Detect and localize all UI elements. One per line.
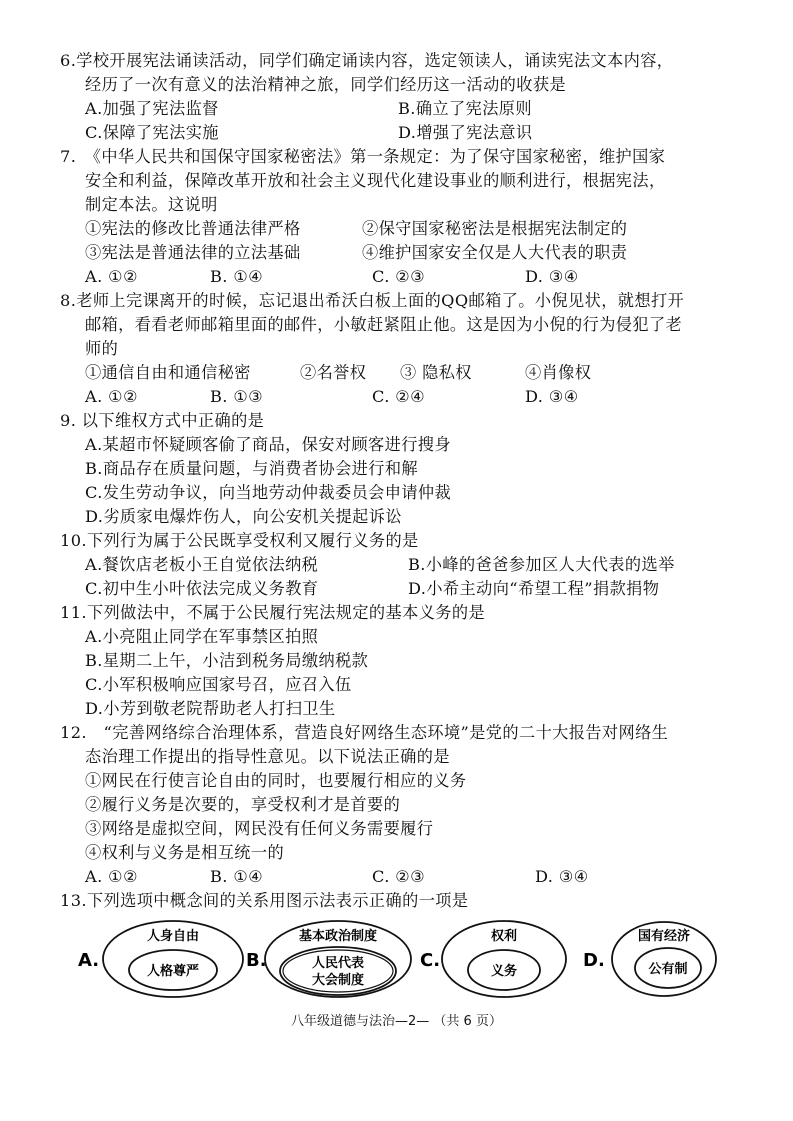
q8-stem-line2: 邮箱，看看老师邮箱里面的邮件，小敏赶紧阻止他。这是因为小倪的行为侵犯了老 [85,315,683,334]
q10-stem: 10.下列行为属于公民既享受权利又履行义务的是 [60,531,419,550]
q10-option-c: C.初中生小叶依法完成义务教育 [85,579,319,598]
q13-diagram-a-outer-label: 人身自由 [146,929,200,944]
q13-concept-diagrams [78,918,718,1000]
q13-diagram-c-inner-label: 义务 [490,964,518,979]
q7-statement-1: ①宪法的修改比普通法律严格 [85,219,301,238]
q13-diagram-a [78,921,243,997]
q6-option-c: C.保障了宪法实施 [85,123,219,142]
q7-stem-line3: 制定本法。这说明 [85,195,218,214]
q10-option-a: A.餐饮店老板小王自觉依法纳税 [85,555,319,574]
q9-option-a: A.某超市怀疑顾客偷了商品，保安对顾客进行搜身 [85,435,451,454]
q7-stem-line2: 安全和利益，保障改革开放和社会主义现代化建设事业的顺利进行，根据宪法， [85,171,666,190]
q11-option-b: B.星期二上午，小洁到税务局缴纳税款 [85,651,369,670]
q7-statement-2: ②保守国家秘密法是根据宪法制定的 [362,219,628,238]
q6-option-a: A.加强了宪法监督 [85,99,219,118]
q11-stem: 11.下列做法中，不属于公民履行宪法规定的基本义务的是 [60,603,486,622]
q13-diagram-c [420,921,566,997]
q7-option-d: D. ③④ [525,267,579,286]
q13-diagram-a-letter: A. [78,950,100,971]
q12-stem-line1: 12. “完善网络综合治理体系，营造良好网络生态环境”是党的二十大报告对网络生 [60,723,669,742]
q7-statement-4: ④维护国家安全仅是人大代表的职责 [362,243,628,262]
page-footer: 八年级道德与法治—2— （共 6 页） [291,1014,502,1029]
q6-option-b: B.确立了宪法原则 [398,99,532,118]
q6-stem-line2: 经历了一次有意义的法治精神之旅，同学们经历这一活动的收获是 [85,75,567,94]
q11-option-a: A.小亮阻止同学在军事禁区拍照 [85,627,319,646]
q13-diagram-b-letter: B. [246,950,267,971]
q13-diagram-c-outer-label: 权利 [490,929,518,944]
q8-stem-line1: 8.老师上完课离开的时候，忘记退出希沃白板上面的QQ邮箱了。小倪见状，就想打开 [60,291,685,310]
q6-stem-line1: 6.学校开展宪法诵读活动，同学们确定诵读内容，选定领读人，诵读宪法文本内容， [60,51,674,70]
q12-statement-1: ①网民在行使言论自由的同时，也要履行相应的义务 [85,771,467,790]
q9-option-c: C.发生劳动争议，向当地劳动仲裁委员会申请仲裁 [85,483,452,502]
q12-statement-3: ③网络是虚拟空间，网民没有任何义务需要履行 [85,819,434,838]
q8-option-b: B. ①③ [210,387,264,406]
q13-diagram-b [246,921,411,997]
q12-option-d: D. ③④ [535,867,589,886]
q10-option-b: B.小峰的爸爸参加区人大代表的选举 [408,555,675,574]
q12-statement-4: ④权利与义务是相互统一的 [85,843,285,862]
q11-option-c: C.小军积极响应国家号召，应召入伍 [85,675,352,694]
q13-diagram-b-outer-label: 基本政治制度 [298,929,378,944]
q12-option-b: B. ①④ [210,867,264,886]
q7-stem-line1: 7. 《中华人民共和国保守国家秘密法》第一条规定：为了保守国家秘密，维护国家 [60,147,666,166]
q13-diagram-c-letter: C. [420,950,441,971]
q11-option-d: D.小芳到敬老院帮助老人打扫卫生 [85,699,336,718]
q8-statement-2: ②名誉权 [300,363,367,382]
q7-option-a: A. ①② [85,267,139,286]
q13-diagram-b-inner-label-2: 大会制度 [311,973,365,988]
q8-option-a: A. ①② [85,387,139,406]
q9-stem: 9. 以下维权方式中正确的是 [60,411,265,430]
q8-stem-line3: 师的 [85,339,119,358]
q13-diagram-a-inner-label: 人格尊严 [146,964,200,979]
q12-stem-line2: 态治理工作提出的指导性意见。以下说法正确的是 [85,747,450,766]
q13-diagram-d-inner-label: 公有制 [648,962,688,977]
q8-option-d: D. ③④ [525,387,579,406]
q8-statement-4: ④肖像权 [525,363,592,382]
q12-statement-2: ②履行义务是次要的，享受权利才是首要的 [85,795,401,814]
q7-statement-3: ③宪法是普通法律的立法基础 [85,243,301,262]
q10-option-d: D.小希主动向“希望工程”捐款捐物 [408,579,660,598]
q13-stem: 13.下列选项中概念间的关系用图示法表示正确的一项是 [60,891,469,910]
q12-option-c: C. ②③ [372,867,426,886]
q13-diagram-d-outer-label: 国有经济 [637,929,691,944]
q13-diagram-b-inner-label-1: 人民代表 [311,956,365,971]
q8-option-c: C. ②④ [372,387,426,406]
q12-option-a: A. ①② [85,867,139,886]
q13-diagram-d-letter: D. [583,950,605,971]
q9-option-d: D.劣质家电爆炸伤人，向公安机关提起诉讼 [85,507,402,526]
q9-option-b: B.商品存在质量问题，与消费者协会进行和解 [85,459,419,478]
q8-statement-3: ③ 隐私权 [400,363,472,382]
q7-option-b: B. ①④ [210,267,264,286]
q13-diagram-d [583,922,716,996]
q6-option-d: D.增强了宪法意识 [398,123,533,142]
q7-option-c: C. ②③ [372,267,426,286]
q8-statement-1: ①通信自由和通信秘密 [85,363,251,382]
